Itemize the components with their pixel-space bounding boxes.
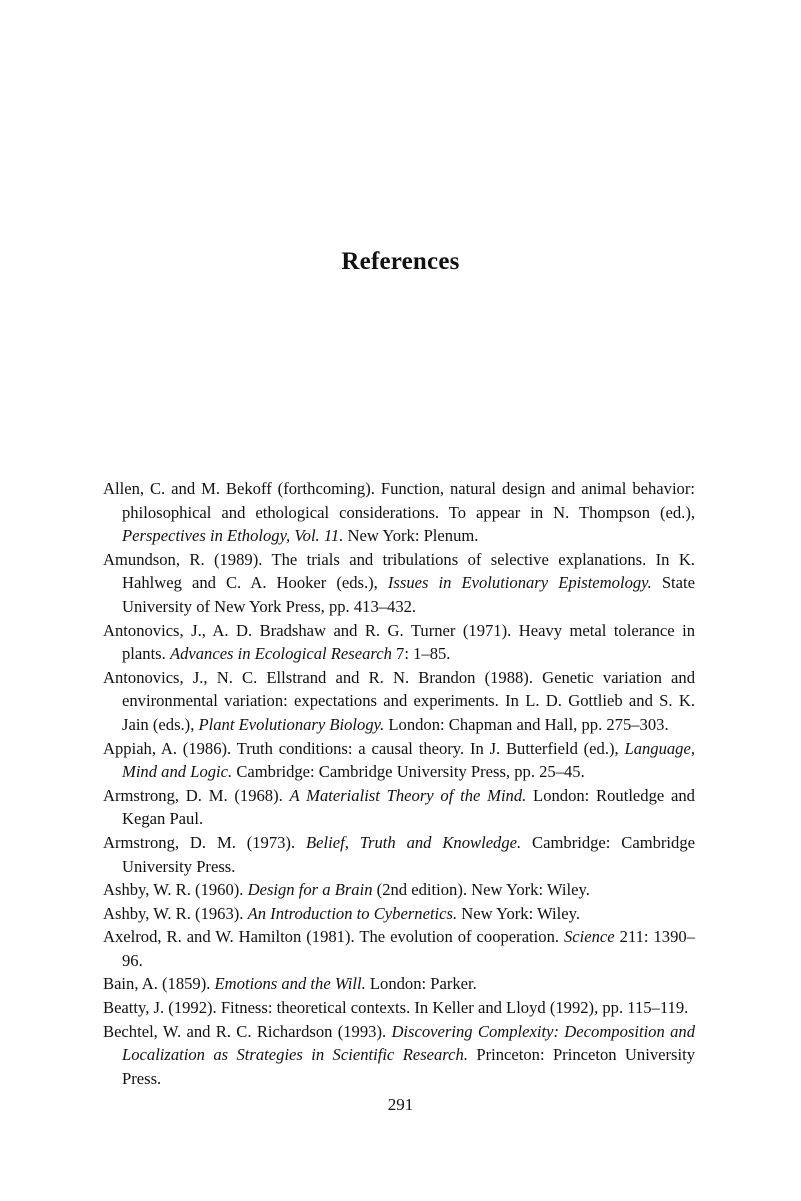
reference-entry (103, 619, 695, 666)
reference-title: An Introduction to Cybernetics. (247, 903, 458, 923)
reference-text: Bechtel, W. and R. C. Richardson (1993). (103, 1021, 392, 1041)
reference-publisher: State University of New York Press, pp. 413–432. (122, 573, 696, 616)
reference-publisher: 7: 1–85. (391, 644, 451, 664)
reference-title: Emotions and the Will. (214, 974, 366, 994)
reference-title: Language, Mind and Logic. (122, 738, 695, 782)
reference-text: Ashby, W. R. (1963). (103, 903, 248, 923)
reference-text: Axelrod, R. and W. Hamilton (1981). The evolution of cooperation. (103, 927, 564, 947)
page-title: References (341, 248, 460, 275)
reference-entry (103, 996, 695, 1020)
reference-publisher: 211: 1390–96. (122, 927, 695, 970)
reference-publisher: New York: Plenum. (343, 526, 479, 546)
page-number: 291 (387, 1095, 414, 1114)
reference-publisher: London: Parker. (365, 974, 477, 994)
reference-publisher: Princeton: Princeton University Press. (122, 1045, 695, 1088)
reference-entry (103, 666, 695, 737)
reference-text: Beatty, J. (1992). Fitness: theoretical contexts. In Keller and Lloyd (1992), pp. 115–119. (103, 998, 689, 1018)
reference-text: Armstrong, D. M. (1968). (103, 785, 290, 805)
reference-title: Science (564, 927, 615, 947)
reference-title: Advances in Ecological Research (169, 644, 392, 664)
reference-entry (103, 831, 695, 878)
reference-entry (103, 925, 695, 972)
reference-title: Plant Evolutionary Biology. (198, 714, 385, 734)
reference-title: A Materialist Theory of the Mind. (289, 785, 527, 805)
reference-publisher: Cambridge: Cambridge University Press, pp. 25–45. (232, 762, 585, 782)
reference-list (103, 477, 695, 1090)
reference-publisher: (2nd edition). New York: Wiley. (372, 880, 590, 900)
reference-text: Armstrong, D. M. (1973). (103, 832, 306, 852)
reference-text: Bain, A. (1859). (103, 974, 215, 994)
reference-entry (103, 548, 695, 619)
reference-publisher: London: Chapman and Hall, pp. 275–303. (384, 714, 669, 734)
reference-publisher: London: Routledge and Kegan Paul. (122, 785, 695, 829)
reference-title: Discovering Complexity: Decomposition and Localization as Strategies in Scientific Research. (122, 1021, 695, 1065)
reference-title: Perspectives in Ethology, Vol. 11. (122, 526, 344, 546)
reference-text: Antonovics, J., N. C. Ellstrand and R. N. Brandon (1988). Genetic variation and environmental variation: expectations and experiments. In L. D. Gottlieb and S. K. Jain (eds.), (103, 667, 695, 734)
reference-text: Antonovics, J., A. D. Bradshaw and R. G. Turner (1971). Heavy metal tolerance in plants. (103, 620, 695, 664)
reference-text: Allen, C. and M. Bekoff (forthcoming). Function, natural design and animal behavior: philosophical and ethological considerations. To appear in N. Thompson (ed.), (103, 479, 695, 522)
reference-entry (103, 1020, 695, 1091)
reference-entry (103, 902, 695, 926)
reference-entry (103, 972, 695, 996)
reference-entry (103, 878, 695, 902)
reference-text: Amundson, R. (1989). The trials and tribulations of selective explanations. In K. Hahlweg and C. A. Hooker (eds.), (103, 549, 695, 593)
reference-entry (103, 784, 695, 831)
reference-text: Ashby, W. R. (1960). (103, 880, 248, 900)
reference-title: Design for a Brain (247, 880, 373, 900)
reference-publisher: Cambridge: Cambridge University Press. (122, 832, 696, 876)
reference-title: Issues in Evolutionary Epistemology. (387, 573, 652, 593)
reference-text: Appiah, A. (1986). Truth conditions: a causal theory. In J. Butterfield (ed.), (103, 738, 625, 758)
reference-entry (103, 477, 695, 548)
reference-title: Belief, Truth and Knowledge. (306, 832, 522, 852)
reference-publisher: New York: Wiley. (457, 903, 581, 923)
reference-entry (103, 737, 695, 784)
